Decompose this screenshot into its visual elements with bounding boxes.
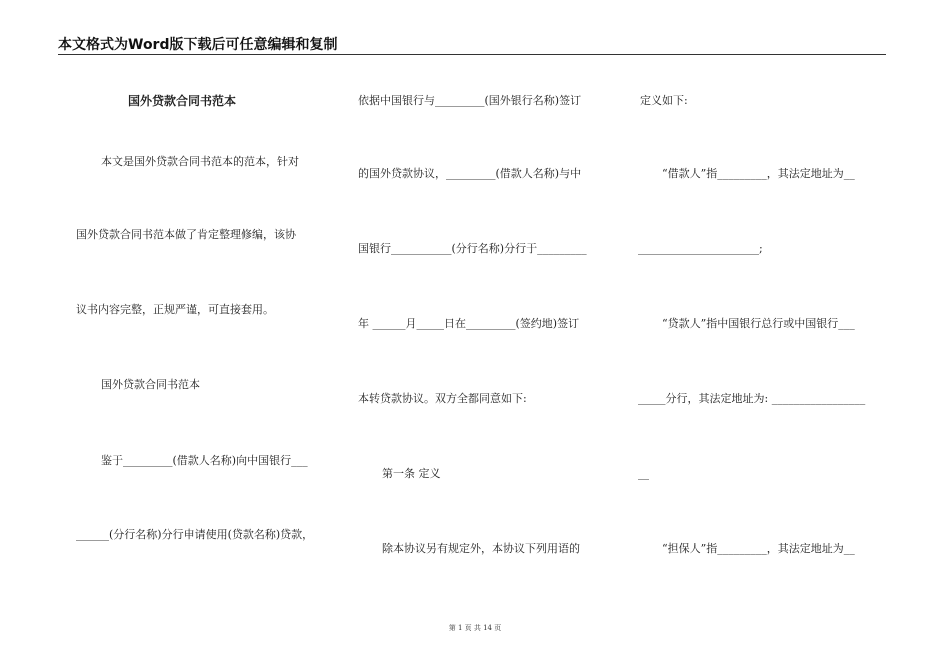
text-line: 定义如下: bbox=[640, 94, 688, 107]
document-title: 国外贷款合同书范本 bbox=[128, 94, 237, 108]
text-line: 鉴于_________(借款人名称)向中国银行___ bbox=[101, 454, 308, 467]
text-line: 议书内容完整，正规严谨，可直接套用。 bbox=[76, 303, 274, 316]
column-2 bbox=[356, 0, 616, 672]
page-number: 第 1 页 共 14 页 bbox=[448, 624, 502, 632]
column-1 bbox=[76, 0, 334, 672]
text-line: 本文是国外贷款合同书范本的范本，针对 bbox=[101, 155, 299, 168]
column-3 bbox=[638, 0, 888, 672]
text-line: 年 ______月_____日在_________(签约地)签订 bbox=[358, 317, 580, 330]
page-header: 本文格式为Word版下载后可任意编辑和复制 bbox=[58, 37, 338, 53]
text-line: 本转贷款协议。双方全都同意如下: bbox=[358, 392, 527, 405]
text-line: “贷款人”指中国银行总行或中国银行___ bbox=[662, 317, 855, 330]
text-line: 国外贷款合同书范本 bbox=[101, 378, 200, 391]
text-line: 国银行___________(分行名称)分行于_________ bbox=[358, 242, 587, 255]
text-line: 依据中国银行与_________(国外银行名称)签订 bbox=[358, 94, 582, 107]
text-line: 除本协议另有规定外，本协议下列用语的 bbox=[382, 542, 580, 555]
text-line: 国外贷款合同书范本做了肯定整理修编，该协 bbox=[76, 228, 296, 241]
text-line: __ bbox=[638, 467, 649, 480]
text-line: “借款人”指_________，其法定地址为__ bbox=[662, 167, 855, 180]
text-line: 的国外贷款协议，_________(借款人名称)与中 bbox=[358, 167, 582, 180]
section-heading: 第一条 定义 bbox=[382, 467, 441, 480]
text-line: _____分行，其法定地址为: _________________ bbox=[638, 392, 866, 405]
text-line: ______________________; bbox=[638, 242, 763, 255]
text-line: “担保人”指_________，其法定地址为__ bbox=[662, 542, 855, 555]
text-line: ______(分行名称)分行申请使用(贷款名称)贷款， bbox=[76, 528, 314, 541]
